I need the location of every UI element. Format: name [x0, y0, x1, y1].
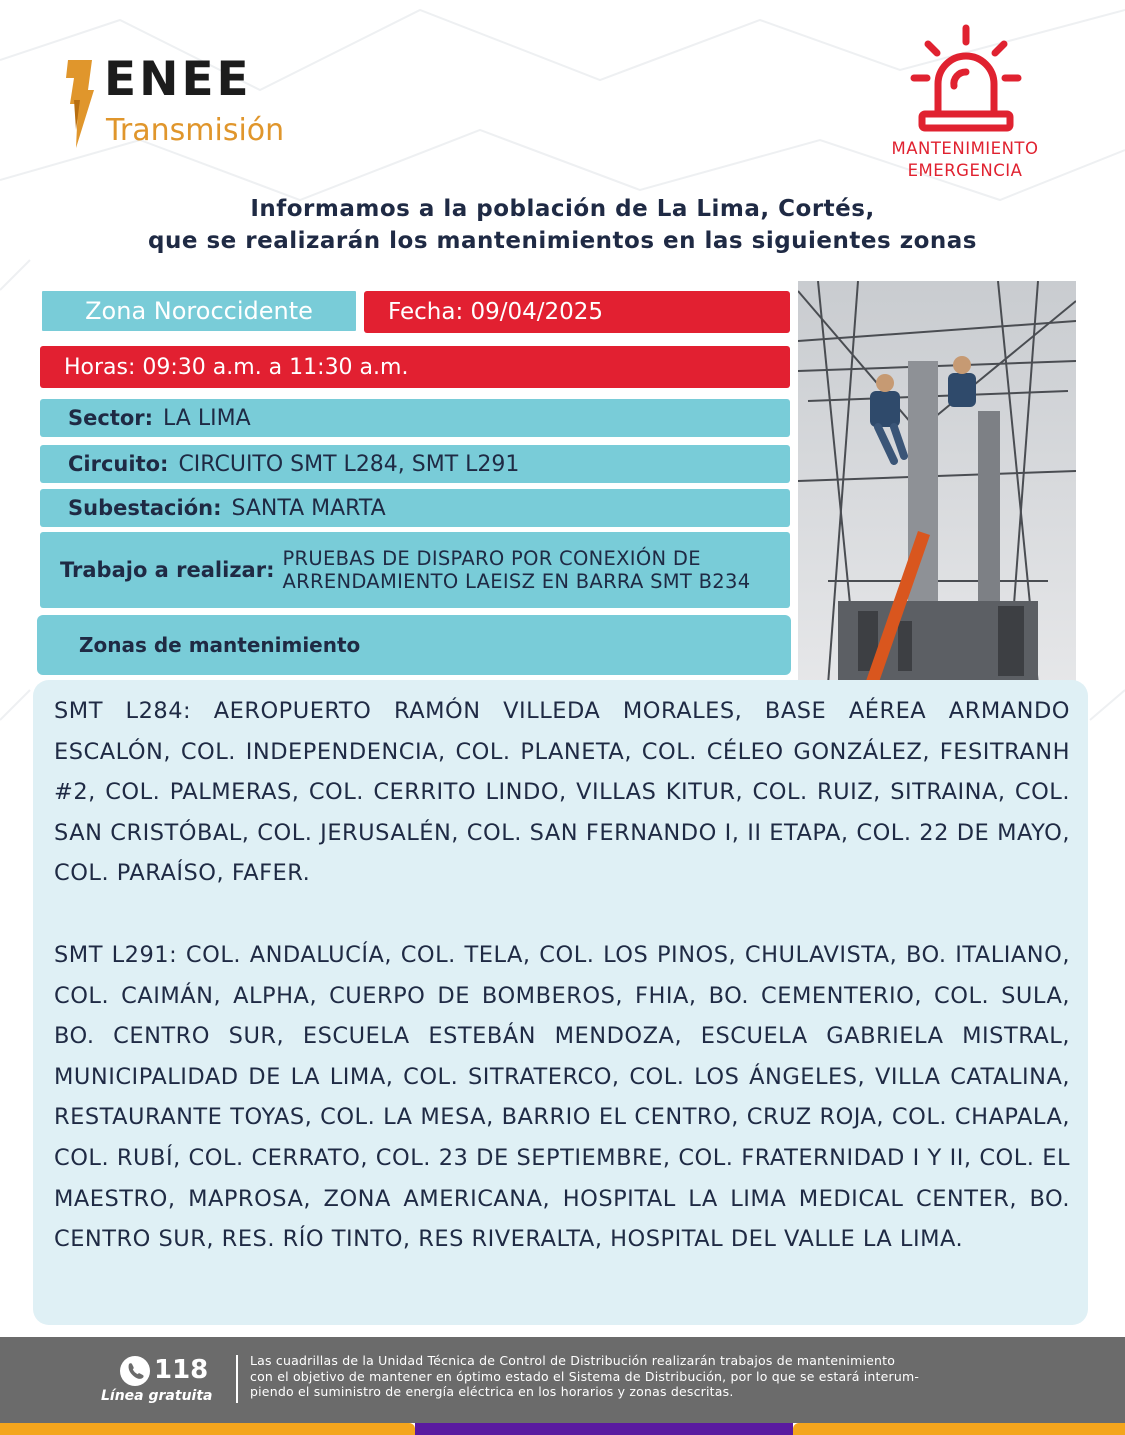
substation-workers-photo: [798, 281, 1076, 685]
disclaimer-line1: Las cuadrillas de la Unidad Técnica de Control de Distribución realizarán trabajos de mantenimiento: [250, 1353, 896, 1368]
enee-logo-bolt-icon: [66, 60, 96, 148]
badge-maintenance-label: MANTENIMIENTO: [891, 139, 1039, 158]
sector-label: Sector:: [68, 406, 154, 430]
sector-bar: [40, 399, 790, 437]
zone-label: Zona Noroccidente: [40, 289, 358, 333]
siren-icon: [908, 24, 1024, 136]
circuit-bar: [40, 445, 790, 483]
footer-strip-orange-right: [793, 1423, 1125, 1435]
footer-strip-purple: [415, 1423, 793, 1435]
zone-list-smt-l284: SMT L284: AEROPUERTO RAMÓN VILLEDA MORALES, BASE AÉREA ARMANDO ESCALÓN, COL. INDEPENDENCIA, COL. PLANETA, COL. CÉLEO GONZÁLEZ, FESITRANH #2, COL. PALMERAS, COL. CERRITO LINDO, VILLAS KITUR, COL. RUIZ, SITRAINA, COL. SAN CRISTÓBAL, COL. JERUSALÉN, COL. SAN FERNANDO I, II ETAPA, COL. 22 DE MAYO, COL. PARAÍSO, FAFER.: [54, 698, 1070, 887]
brand-division: Transmisión: [106, 113, 285, 148]
circuit-value: CIRCUITO SMT L284, SMT L291: [178, 451, 520, 477]
sector-value: LA LIMA: [163, 405, 251, 431]
zone-list-smt-l291: SMT L291: COL. ANDALUCÍA, COL. TELA, COL. LOS PINOS, CHULAVISTA, BO. ITALIANO, COL. CAIMÁN, ALPHA, CUERPO DE BOMBEROS, FHIA, BO. CEMENTERIO, COL. SULA, BO. CENTRO SUR, ESCUELA ESTEBÁN MENDOZA, ESCUELA GABRIELA MISTRAL, MUNICIPALIDAD DE LA LIMA, COL. SITRATERCO, COL. LOS ÁNGELES, VILLA CATALINA, RESTAURANTE TOYAS, COL. LA MESA, BARRIO EL CENTRO, CRUZ ROJA, COL. CHAPALA, COL. RUBÍ, COL. CERRATO, COL. 23 DE SEPTIEMBRE, COL. FRATERNIDAD I Y II, COL. EL MAESTRO, MAPROSA, ZONA AMERICANA, HOSPITAL LA LIMA MEDICAL CENTER, BO. CENTRO SUR, RES. RÍO TINTO, RES RIVERALTA, HOSPITAL DEL VALLE LA LIMA.: [54, 942, 1070, 1253]
date-bar: Fecha: 09/04/2025: [364, 291, 790, 333]
footer-disclaimer: [250, 1353, 1050, 1400]
substation-bar: [40, 489, 790, 527]
hours-bar: Horas: 09:30 a.m. a 11:30 a.m.: [40, 346, 790, 388]
disclaimer-line2: con el objetivo de mantener en óptimo estado el Sistema de Distribución, por lo que se estará interum-: [250, 1368, 920, 1384]
circuit-label: Circuito:: [68, 452, 169, 476]
announcement-heading-line1: Informamos a la población de La Lima, Cortés,: [250, 196, 875, 222]
work-label: Trabajo a realizar:: [60, 558, 275, 582]
footer-strip-orange-left: [0, 1423, 415, 1435]
disclaimer-line3: piendo el suministro de energía eléctrica en los horarios y zonas descritas.: [250, 1384, 734, 1399]
hotline-number: 118: [154, 1355, 209, 1385]
phone-icon: [119, 1355, 151, 1387]
footer-divider: [236, 1355, 238, 1403]
announcement-heading-line2: que se realizarán los mantenimientos en las siguientes zonas: [148, 228, 977, 254]
work-value-line2: ARRENDAMIENTO LAEISZ EN BARRA SMT B234: [282, 570, 751, 593]
hotline-caption: Línea gratuita: [101, 1388, 213, 1404]
work-value: [282, 547, 750, 593]
maintenance-zones-label: Zonas de mantenimiento: [79, 633, 361, 657]
work-bar: [40, 532, 790, 608]
maintenance-zones-header: [37, 615, 791, 675]
badge-emergency-label: EMERGENCIA: [907, 161, 1023, 180]
brand-name: ENEE: [104, 52, 252, 107]
substation-label: Subestación:: [68, 496, 222, 520]
work-value-line1: PRUEBAS DE DISPARO POR CONEXIÓN DE: [282, 547, 701, 570]
substation-value: SANTA MARTA: [231, 495, 386, 521]
